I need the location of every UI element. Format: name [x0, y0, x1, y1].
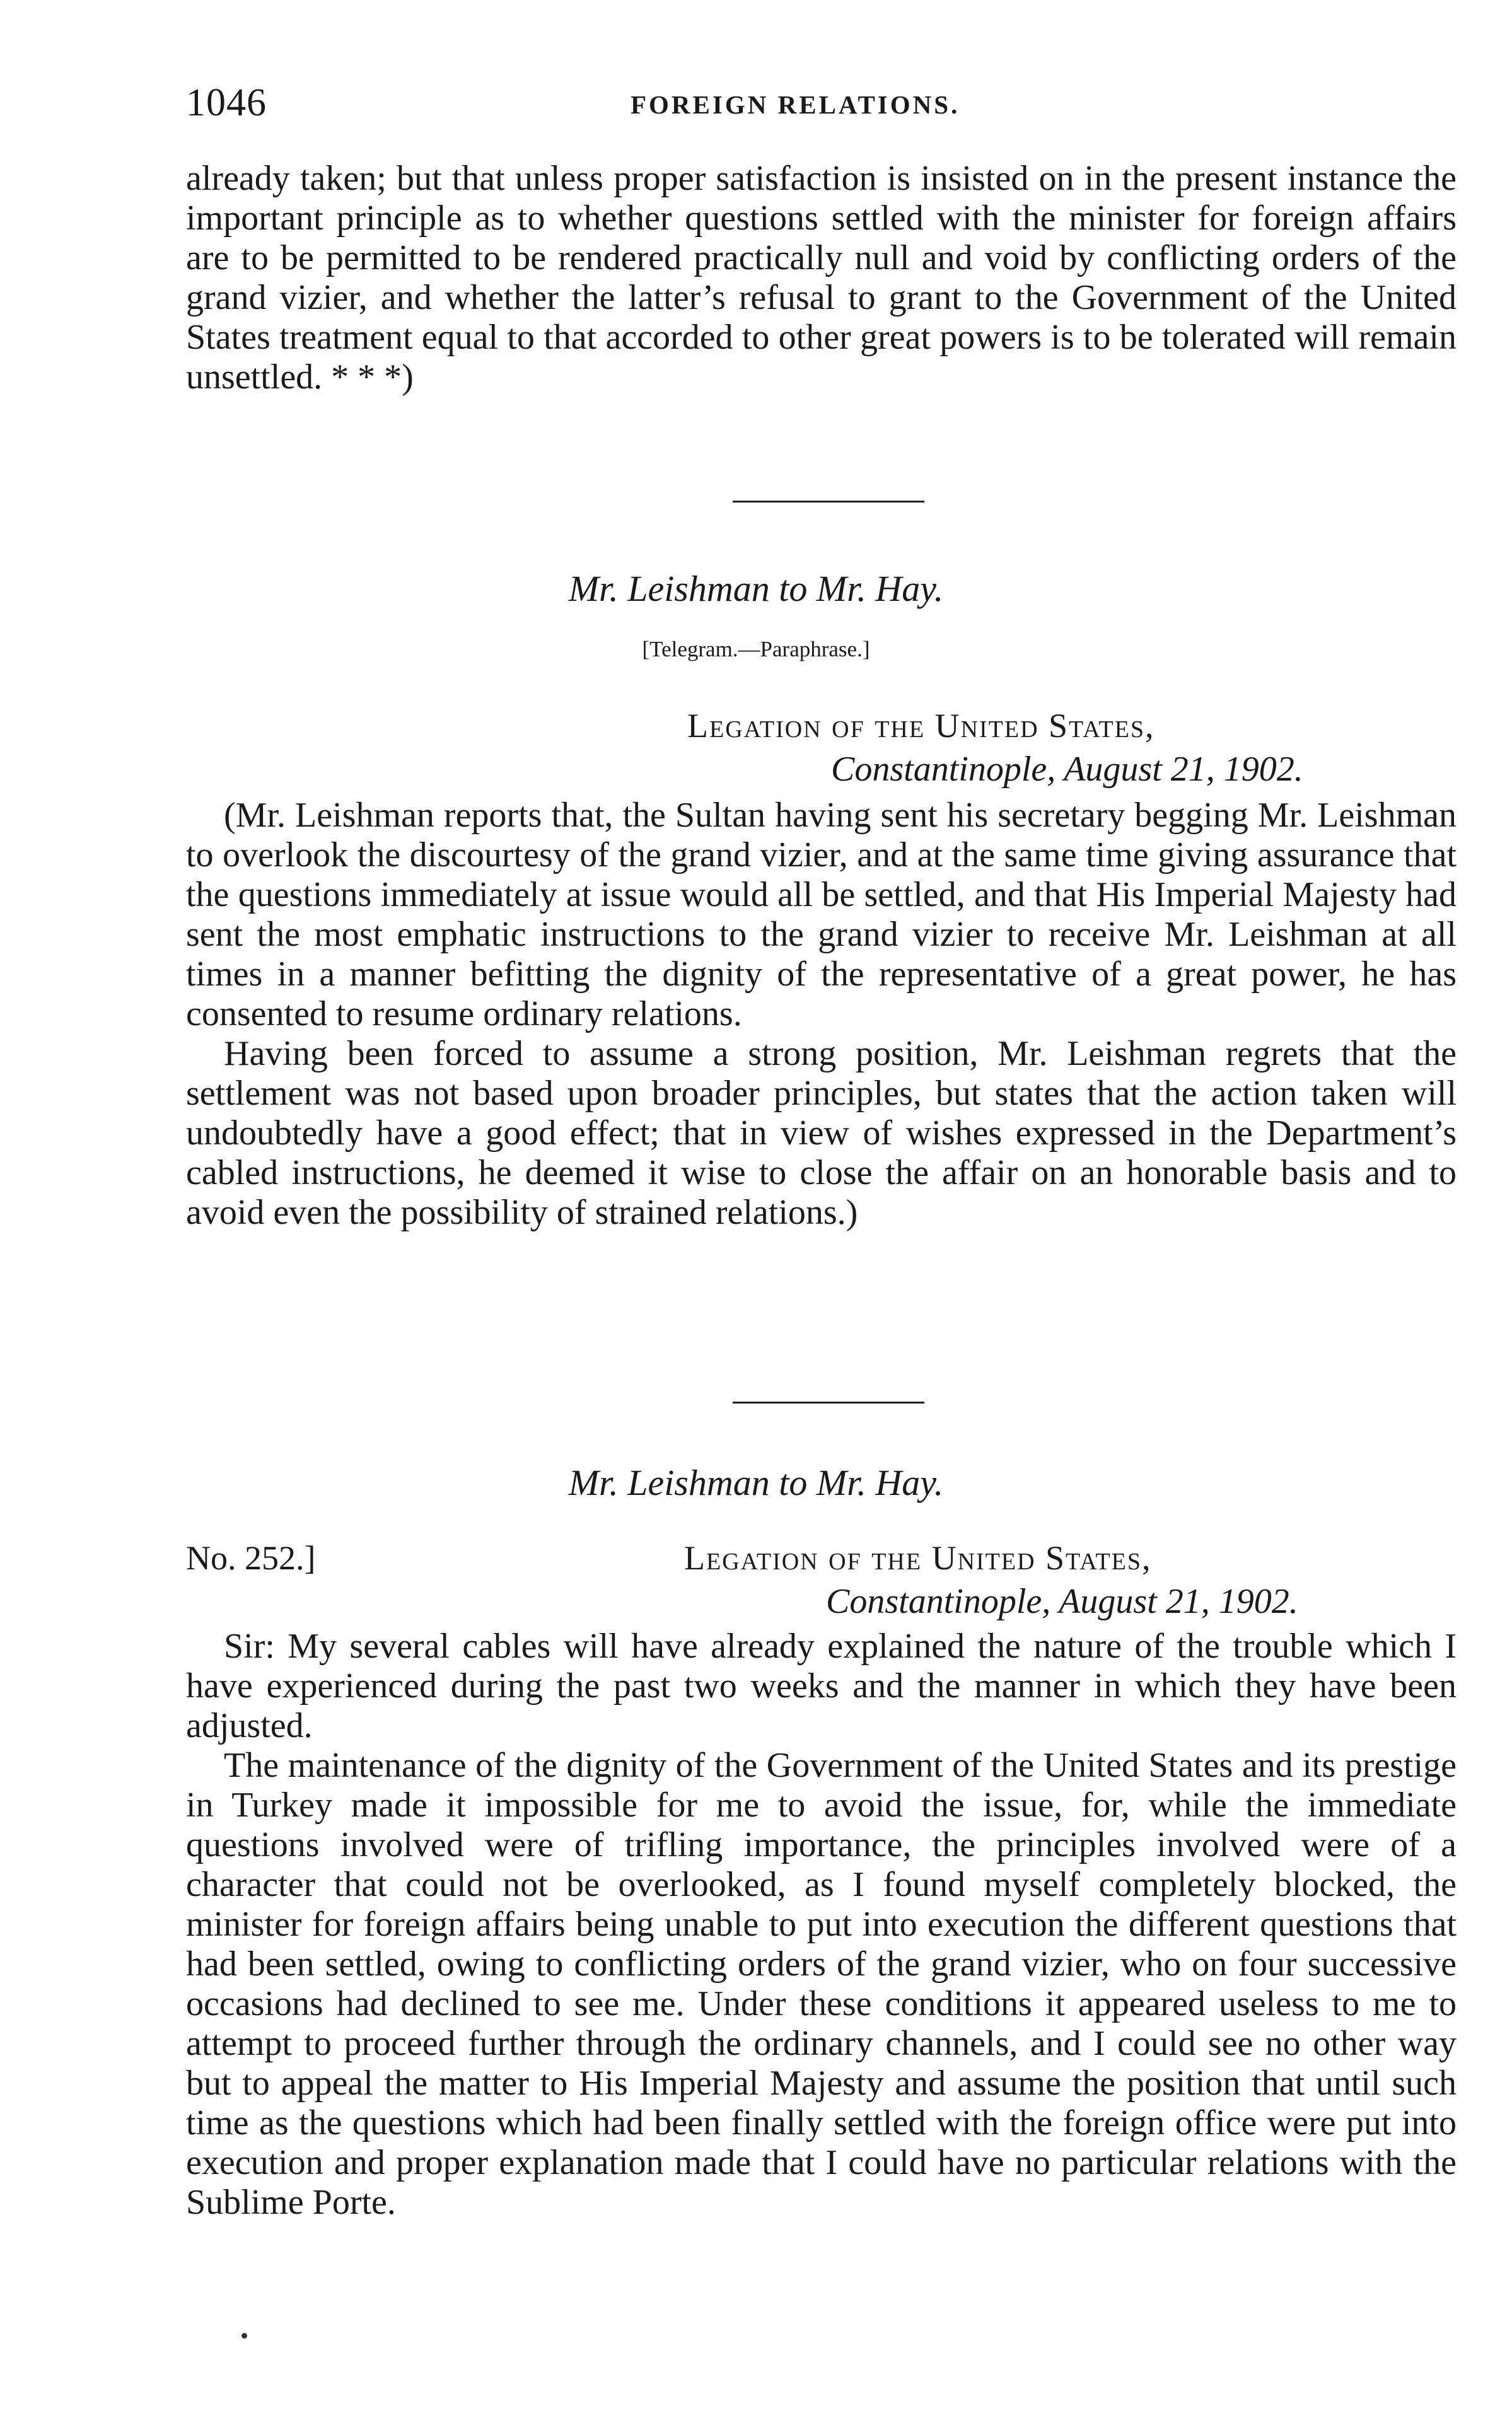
section-divider: [733, 501, 924, 503]
document-2-paragraph: The maintenance of the dignity of the Government of the United States and its prestige in Turkey made it impossible for me to avoid the issue, for, while the immediate questions involved were of trifling importance, the principles involved were of a character that could not be overlooked, as I found myself completely blocked, the minister for foreign affairs being unable to put into execution the different questions that had been settled, owing to conflicting orders of the grand vizier, who on four successive occasions had declined to see me. Under these conditions it appeared useless to me to attempt to proceed further through the ordinary channels, and I could see no other way but to appeal the matter to His Imperial Majesty and assume the position that until such time as the questions which had been finally settled with the foreign office were put into execution and proper explanation made that I could have no particular relations with the Sublime Porte.: [186, 1746, 1457, 2222]
ink-speck: [241, 2333, 247, 2339]
running-head: FOREIGN RELATIONS.: [631, 90, 960, 119]
document-2-heading: Mr. Leishman to Mr. Hay.: [568, 1462, 944, 1503]
document-1-subheading: [Telegram.—Paraphrase.]: [642, 637, 870, 661]
intro-section: [186, 159, 1457, 397]
page-number: 1046: [186, 81, 267, 124]
section-divider: [733, 1402, 924, 1404]
document-1-paragraph: (Mr. Leishman reports that, the Sultan having sent his secretary begging Mr. Leishman to overlook the discourtesy of the grand vizier, and at the same time giving assurance that the questions immediately at issue would all be settled, and that His Imperial Majesty had sent the most emphatic instructions to the grand vizier to receive Mr. Leishman at all times in a manner befitting the dignity of the representative of a great power, he has consented to resume ordinary relations.: [186, 796, 1457, 1033]
intro-paragraph: already taken; but that unless proper satisfaction is insisted on in the present instance the important principle as to whether questions settled with the minister for foreign affairs are to be permitted to be rendered practically null and void by conflicting orders of the grand vizier, and whether the latter’s refusal to grant to the Government of the United States treatment equal to that accorded to other great powers is to be tolerated will remain unsettled. * * *): [186, 159, 1457, 397]
page-header: [186, 81, 1450, 131]
document-1-body: [186, 796, 1457, 1233]
document-1-legation: Legation of the United States,: [687, 707, 1155, 745]
document-2-body: [186, 1627, 1457, 2223]
document-1-paragraph: Having been forced to assume a strong position, Mr. Leishman regrets that the settlement was not based upon broader principles, but states that the action taken will undoubtedly have a good effect; that in view of wishes expressed in the Department’s cabled instructions, he deemed it wise to close the affair on an honorable basis and to avoid even the possibility of strained relations.): [186, 1034, 1457, 1232]
document-2-paragraph: Sir: My several cables will have already explained the nature of the trouble which I have experienced during the past two weeks and the manner in which they have been adjusted.: [186, 1627, 1457, 1745]
document-2-number: No. 252.]: [186, 1539, 316, 1577]
document-1-heading: Mr. Leishman to Mr. Hay.: [568, 568, 944, 609]
document-2-legation: Legation of the United States,: [684, 1539, 1152, 1577]
document-2-dateline: Constantinople, August 21, 1902.: [826, 1582, 1298, 1621]
document-1-dateline: Constantinople, August 21, 1902.: [831, 750, 1303, 789]
